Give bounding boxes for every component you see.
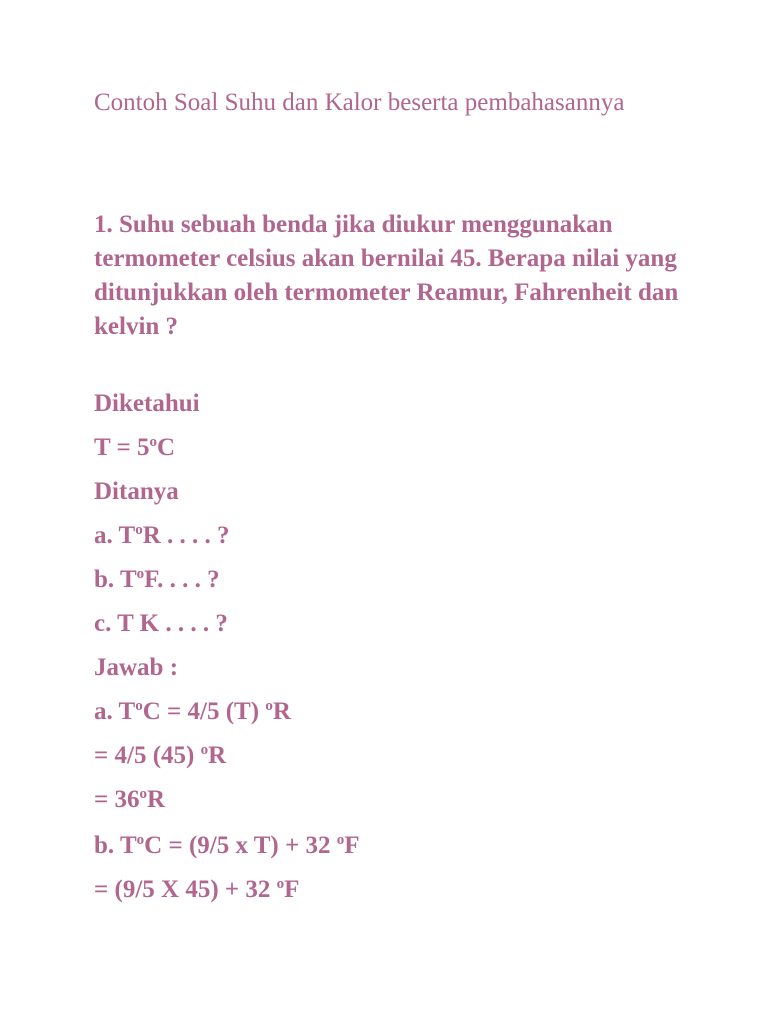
given-value: $T = 5^oC$ [94, 434, 176, 461]
answer-b-line-2: = (9/5 X 45) + 32 $^o$F [94, 876, 300, 903]
document-title: Contoh Soal Suhu dan Kalor beserta pembahasannya [94, 89, 625, 116]
answer-a-line-2: = 4/5 (45) $^o$R [94, 742, 227, 769]
answer-a-line-1: a. $T^oC = 4/5$ (T) $^o$R [94, 698, 291, 725]
answer-b-line-1: b. $T^oC = (9/5$ x T) + 32 $^o$F [94, 832, 360, 859]
question-text: 1. Suhu sebuah benda jika diukur menggunakan termometer celsius akan bernilai 45. Berapa nilai yang ditunjukkan oleh termometer Reamur, Fahrenheit dan kelvin ? [94, 211, 679, 340]
asked-item-b: b. $T^oF$. . . . ? [94, 566, 220, 593]
answer-a-line-3: = $36^oR$ [94, 786, 166, 813]
asked-item-c: c. T K . . . . ? [94, 610, 228, 637]
asked-item-a: a. $T^oR$ . . . . ? [94, 522, 230, 549]
jawab-label: Jawab : [94, 654, 179, 681]
diketahui-label: Diketahui [94, 390, 200, 417]
ditanya-label: Ditanya [94, 478, 179, 505]
